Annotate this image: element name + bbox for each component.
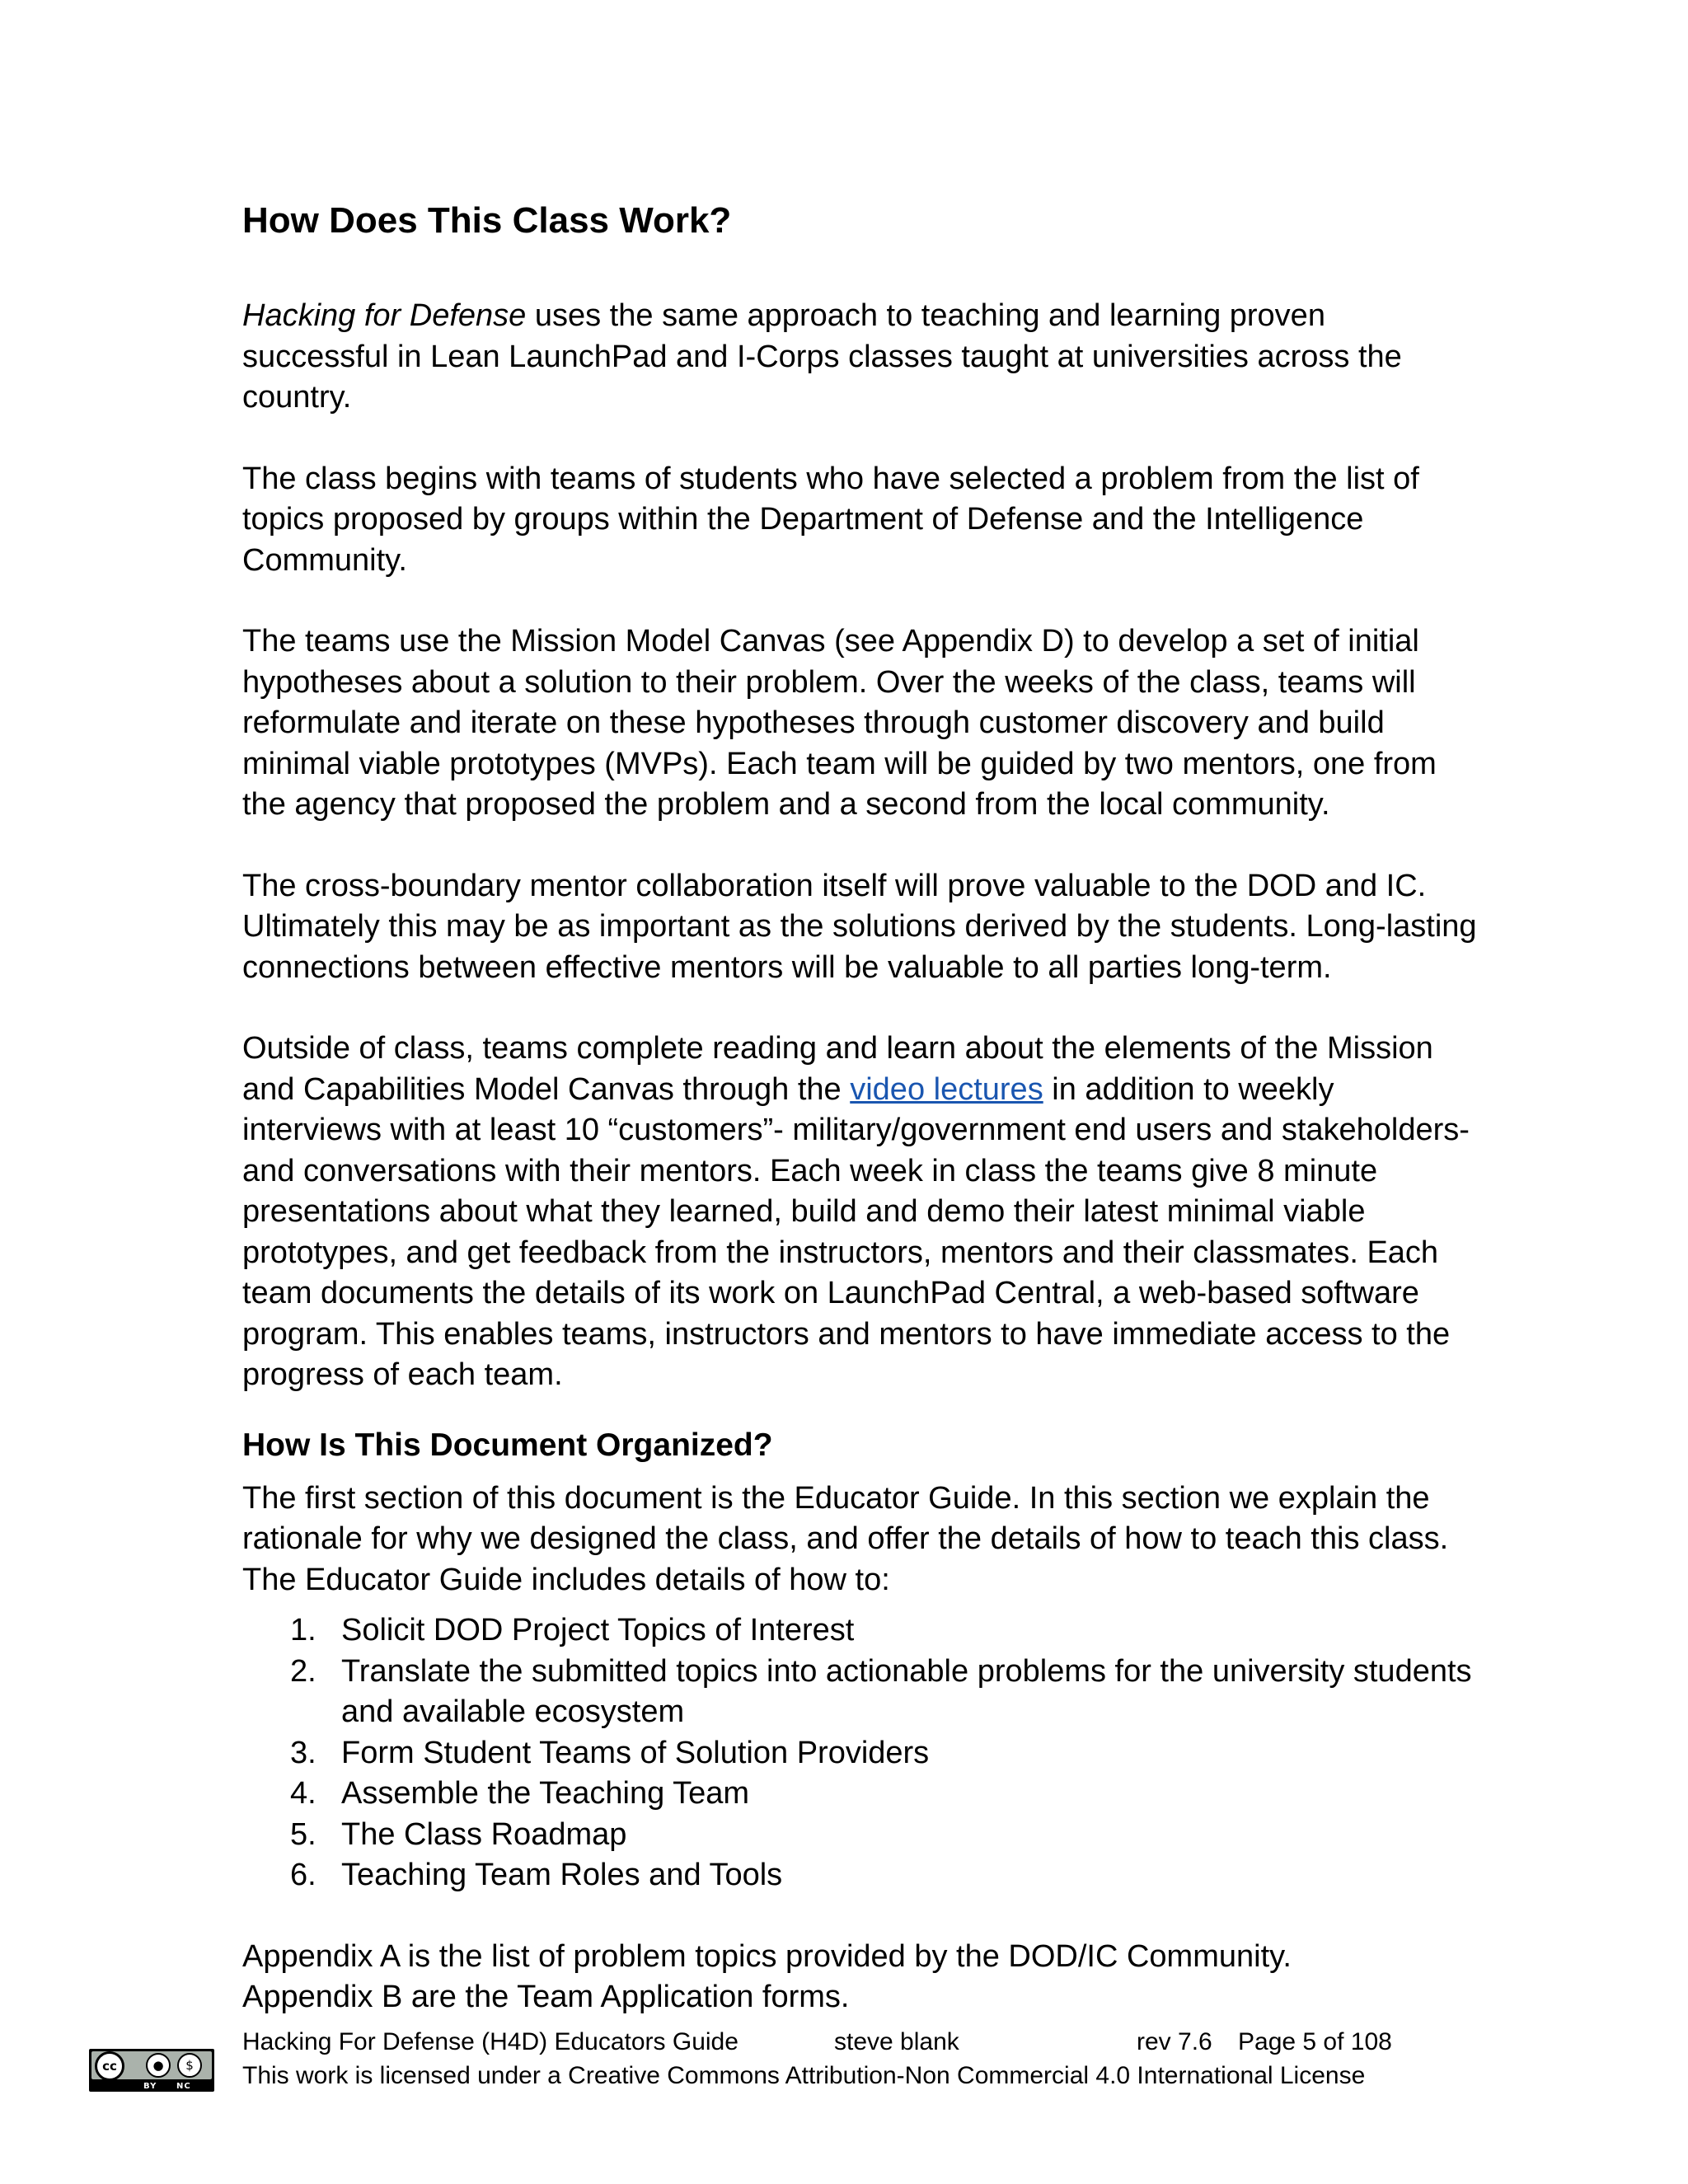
list-item-text: The Class Roadmap <box>341 1816 627 1852</box>
list-item-text: Assemble the Teaching Team <box>341 1776 750 1811</box>
section-heading-organization: How Is This Document Organized? <box>242 1427 773 1463</box>
page-title: How Does This Class Work? <box>242 200 732 241</box>
paragraph-mission-model: The teams use the Mission Model Canvas (see Appendix D) to develop a set of initial hypotheses about a solution to their problem. Over the weeks of the class, teams will reformulate and iterate on these hypotheses through customer discovery and build minimal viable prototypes (MVPs). Each team will be guided by two mentors, one from the agency that proposed the problem and a second from the local community. <box>242 624 1437 822</box>
cc-nc-label: NC <box>176 2082 191 2091</box>
list-item <box>242 1733 1479 1774</box>
video-lectures-link[interactable]: video lectures <box>850 1071 1043 1107</box>
list-item <box>242 1610 1479 1652</box>
paragraph-class-begins: The class begins with teams of students who have selected a problem from the list of topics proposed by groups within the Department of Defense and the Intelligence Community. <box>242 461 1419 578</box>
non-commercial-icon: $ <box>177 2053 202 2078</box>
footer-revision: rev 7.6 <box>1137 2028 1212 2055</box>
list-item <box>242 1855 1479 1896</box>
list-item-text: Teaching Team Roles and Tools <box>341 1858 783 1892</box>
list-item <box>242 1774 1479 1815</box>
footer-doc-title: Hacking For Defense (H4D) Educators Guide <box>242 2028 738 2055</box>
list-item-number: 4. <box>290 1776 316 1811</box>
list-item <box>242 1815 1479 1856</box>
cc-badge-inner <box>91 2051 212 2079</box>
appendix-b-line: Appendix B are the Team Application forms. <box>242 1980 850 2014</box>
intro-text: uses the same approach to teaching and learning proven successful in Lean LaunchPad and I-Corps classes taught at universities across the country. <box>242 298 1402 415</box>
list-item-number: 1. <box>290 1613 316 1647</box>
list-item-number: 2. <box>290 1653 316 1689</box>
paragraph-educator-guide: The first section of this document is the Educator Guide. In this section we explain the rationale for why we designed the class, and offer the details of how to teach this class. The Educator Guide includes details of how to: <box>242 1480 1449 1597</box>
list-item-text: Translate the submitted topics into actionable problems for the university students and available ecosystem <box>341 1653 1472 1729</box>
cc-by-nc-icon <box>89 2049 214 2092</box>
cc-logo-icon: cc <box>95 2051 124 2081</box>
outside-text-after: in addition to weekly interviews with at least 10 “customers”- military/government end users and stakeholders- and conversations with their mentors. Each week in class the teams give 8 minute presentations about what they learned, build and demo their latest minimal viable prototypes, and get feedback from the instructors, mentors and their classmates. Each team documents the details of its work on LaunchPad Central, a web-based software program. This enables teams, instructors and mentors to have immediate access to the progress of each team. <box>242 1071 1470 1392</box>
list-item-text: Solicit DOD Project Topics of Interest <box>341 1613 855 1647</box>
attribution-person-icon: ● <box>146 2053 171 2078</box>
list-item-number: 3. <box>290 1735 316 1770</box>
page-body <box>242 198 1479 2018</box>
paragraph-outside-class <box>242 1029 1479 1396</box>
list-item-number: 6. <box>290 1858 316 1892</box>
paragraph-mentor-collaboration: The cross-boundary mentor collaboration itself will prove valuable to the DOD and IC. Ultimately this may be as important as the solutions derived by the students. Long-lasting connections between effective mentors will be valuable to all parties long-term. <box>242 868 1477 985</box>
intro-italic-title: Hacking for Defense <box>242 298 527 333</box>
educator-guide-list <box>242 1610 1479 1896</box>
footer-license-text: This work is licensed under a Creative Commons Attribution-Non Commercial 4.0 International License <box>242 2062 1366 2089</box>
list-item-text: Form Student Teams of Solution Providers <box>341 1735 930 1770</box>
list-item <box>242 1652 1479 1733</box>
appendix-a-line: Appendix A is the list of problem topics provided by the DOD/IC Community. <box>242 1938 1292 1974</box>
footer-page-number: Page 5 of 108 <box>1238 2028 1392 2055</box>
cc-by-label: BY <box>143 2082 157 2091</box>
footer-license-row <box>242 2059 1413 2093</box>
footer-info-row <box>242 2025 1413 2059</box>
intro-paragraph <box>242 296 1479 419</box>
outside-text-before: Outside of class, teams complete reading and learn about the elements of the Mission and Capabilities Model Canvas through the <box>242 1031 1433 1107</box>
footer-author: steve blank <box>834 2028 959 2055</box>
page-footer <box>242 2025 1413 2093</box>
list-item-number: 5. <box>290 1816 316 1852</box>
